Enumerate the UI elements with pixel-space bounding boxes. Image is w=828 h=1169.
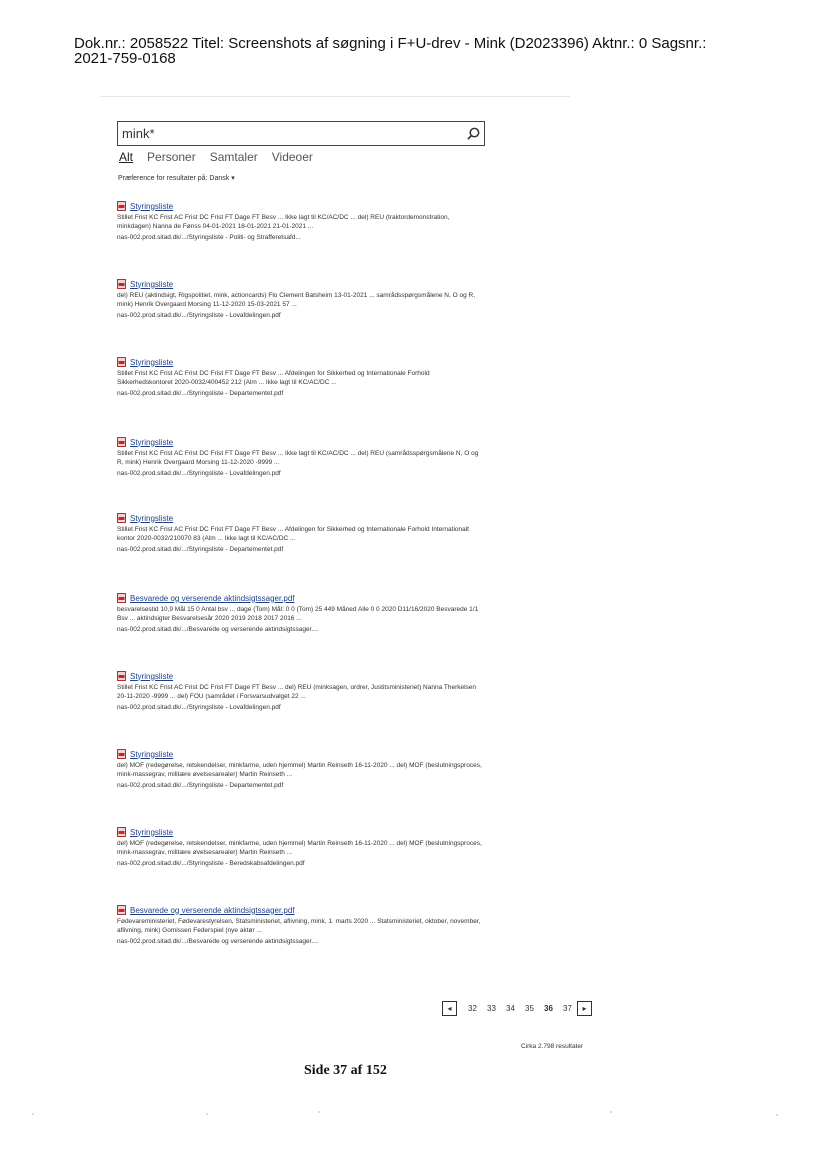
result-title-link[interactable]: Styringsliste [130,279,174,289]
previous-page-button[interactable]: ◂ [442,1001,457,1016]
result-title-row [117,200,482,212]
result-url-link[interactable]: nas-002.prod.sitad.dk/.../Styringsliste [117,233,224,241]
result-url [117,781,482,790]
result-url-link[interactable]: nas-002.prod.sitad.dk/.../Styringsliste [117,859,224,867]
result-url-link[interactable]: nas-002.prod.sitad.dk/.../Besvarede og verserende aktindsigtssager.... [117,937,319,945]
result-url-link[interactable]: nas-002.prod.sitad.dk/.../Besvarede og verserende aktindsigtssager.... [117,625,319,633]
result-url [117,937,482,946]
result-url-link[interactable]: nas-002.prod.sitad.dk/.../Styringsliste [117,781,224,789]
result-url-link[interactable]: nas-002.prod.sitad.dk/.../Styringsliste [117,545,224,553]
result-snippet: del) MOF (redegørelse, retskendelser, minkfarme, uden hjemmel) Martin Reinseth 16-11-2020 ... del) MOF (beslutningsproces, mink-massegrav, militære øvelsesarealer) Martin Reinseth ... [117,840,482,857]
result-url-link[interactable]: nas-002.prod.sitad.dk/.../Styringsliste [117,703,224,711]
result-snippet: del) MOF (redegørelse, retskendelser, minkfarme, uden hjemmel) Martin Reinseth 16-11-2020 ... del) MOF (beslutningsproces, mink-massegrav, militære øvelsesarealer) Martin Reinseth ... [117,762,482,779]
page-33-link[interactable]: 33 [487,1004,496,1013]
pdf-icon [117,437,126,447]
result-url [117,859,482,868]
result-url-link[interactable]: nas-002.prod.sitad.dk/.../Styringsliste [117,469,224,477]
result-item [117,436,482,478]
result-item [117,356,482,398]
page-34-link[interactable]: 34 [506,1004,515,1013]
pdf-icon [117,357,126,367]
result-url-link[interactable]: nas-002.prod.sitad.dk/.../Styringsliste [117,311,224,319]
scan-speck [318,1111,320,1113]
pagination [442,1001,592,1016]
pdf-icon [117,827,126,837]
language-preference[interactable]: Præference for resultater på: Dansk ▾ [118,175,235,182]
pdf-icon [117,201,126,211]
result-url [117,625,482,634]
result-title-row [117,826,482,838]
result-source: - Beredskabsafdelingen.pdf [223,859,305,867]
tab-personer[interactable]: Personer [147,150,196,164]
document-header [74,36,794,66]
scan-speck [32,1113,34,1115]
result-title-link[interactable]: Styringsliste [130,827,174,837]
result-title-link[interactable]: Styringsliste [130,749,174,759]
result-item [117,670,482,712]
result-title-link[interactable]: Styringsliste [130,201,174,211]
scan-speck [206,1113,208,1115]
result-title-row [117,512,482,524]
result-url [117,389,482,398]
result-count: Cirka 2.798 resultater [521,1043,584,1050]
document-header-line1: Dok.nr.: 2058522 Titel: Screenshots af søgning i F+U-drev - Mink (D2023396) Aktnr.: 0 Sagsnr.: [74,35,707,52]
result-title-row [117,904,482,916]
document-header-line2: 2021-759-0168 [74,50,176,67]
page-36-current[interactable]: 36 [544,1004,553,1013]
result-snippet: del) REU (aktindsigt, Rigspolitiet, mink, actioncards) Flo Clement Batsheim 13-01-2021 ... samrådsspørgsmålene N, O og R, mink) Henrik Overgaard Morsing 11-12-2020 15-03-2021 57 ... [117,292,476,309]
result-title-row [117,436,482,448]
pdf-icon [117,905,126,915]
result-item [117,592,482,634]
search-box[interactable] [117,121,485,146]
result-item [117,200,482,242]
result-url-link[interactable]: nas-002.prod.sitad.dk/.../Styringsliste [117,389,224,397]
result-snippet: Stillet Frist KC Frist AC Frist DC Frist FT Dage FT Besv ... del) REU (minksagen, ordrer, Justitsministeriet) Nanna Therkelsen 20-11-2020 -9999 ... del) FOU (samrådet i Forsvarsudvalget 22 ... [117,684,477,701]
result-snippet: Fødevareministeriet, Fødevarestyrelsen, Statsministeriet, aflivning, mink, 1. marts 2020 ... Statsministeriet, oktober, november, aflivning, mink) Gomissen Federspiel (nye aktør ... [117,918,481,935]
pdf-icon [117,513,126,523]
result-title-link[interactable]: Besvarede og verserende aktindsigtssager.pdf [130,905,295,915]
result-item [117,748,482,790]
result-source: - Politi- og Strafferetsafd... [223,233,301,241]
scan-divider [100,96,570,97]
pdf-icon [117,671,126,681]
result-url [117,703,482,712]
result-url [117,311,482,320]
tab-alt[interactable]: Alt [119,150,134,164]
result-item [117,904,482,946]
pdf-icon [117,749,126,759]
result-url [117,545,482,554]
tab-videoer[interactable]: Videoer [271,150,313,164]
result-title-row [117,670,482,682]
result-title-row [117,592,482,604]
pdf-icon [117,593,126,603]
result-item [117,512,482,554]
result-source: - Lovafdelingen.pdf [223,311,281,319]
result-item [117,826,482,868]
tab-samtaler[interactable]: Samtaler [209,150,258,164]
page-32-link[interactable]: 32 [468,1004,477,1013]
result-title-link[interactable]: Styringsliste [130,671,174,681]
result-url [117,233,482,242]
result-url [117,469,482,478]
result-source: - Departementet.pdf [223,781,284,789]
result-title-link[interactable]: Styringsliste [130,513,174,523]
result-source: - Departementet.pdf [223,545,284,553]
result-title-link[interactable]: Styringsliste [130,437,174,447]
result-item [117,278,482,320]
result-title-link[interactable]: Besvarede og verserende aktindsigtssager.pdf [130,593,295,603]
scan-speck [610,1111,612,1113]
page-37-link[interactable]: 37 [563,1004,572,1013]
result-snippet: Stillet Frist KC Frist AC Frist DC Frist FT Dage FT Besv ... Ikke lagt til KC/AC/DC ... del) REU (samrådsspørgsmålene N, O og R, mink) Henrik Overgaard Morsing 11-12-2020 -9999 ... [117,450,479,467]
result-source: - Lovafdelingen.pdf [223,703,281,711]
result-snippet: besvarelsestid 10,9 Mål 15 0 Antal bsv ... dage (Tom) Mål: 0 0 (Tom) 25 449 Måned Alle 0 0 2020 D11/16/2020 Besvarede 1/1 Bsv ... aktindsigter Besvarelsesår 2020 2019 2018 2017 2016 ... [117,606,479,623]
page-footer: Side 37 af 152 [304,1063,387,1078]
result-title-row [117,748,482,760]
search-icon[interactable] [462,123,484,145]
result-title-row [117,278,482,290]
search-tabs [119,150,313,164]
pdf-icon [117,279,126,289]
page-35-link[interactable]: 35 [525,1004,534,1013]
result-snippet: Stillet Frist KC Frist AC Frist DC Frist FT Dage FT Besv ... Afdelingen for Sikkerhed og Internationale Forhold Internationalt kontor 2020-0032/210070 83 (Alm ... Ikke lagt til KC/AC/DC ... [117,526,469,543]
result-source: - Lovafdelingen.pdf [223,469,281,477]
result-snippet: Stillet Frist KC Frist AC Frist DC Frist FT Dage FT Besv ... Ikke lagt til KC/AC/DC ... del) REU (traktordemonstration, minkdagen) Nanna de Fønss 04-01-2021 18-01-2021 21-01-2021 ... [117,214,450,231]
next-page-button[interactable]: ▸ [577,1001,592,1016]
result-snippet: Stillet Frist KC Frist AC Frist DC Frist FT Dage FT Besv ... Afdelingen for Sikkerhed og Internationale Forhold Sikkerhedskontoret 2020-0032/400452 212 (Alm ... Ikke lagt til KC/AC/DC ... [117,370,430,387]
result-source: - Departementet.pdf [223,389,284,397]
search-input[interactable] [118,123,462,144]
result-title-link[interactable]: Styringsliste [130,357,174,367]
result-title-row [117,356,482,368]
scan-speck [776,1114,778,1116]
